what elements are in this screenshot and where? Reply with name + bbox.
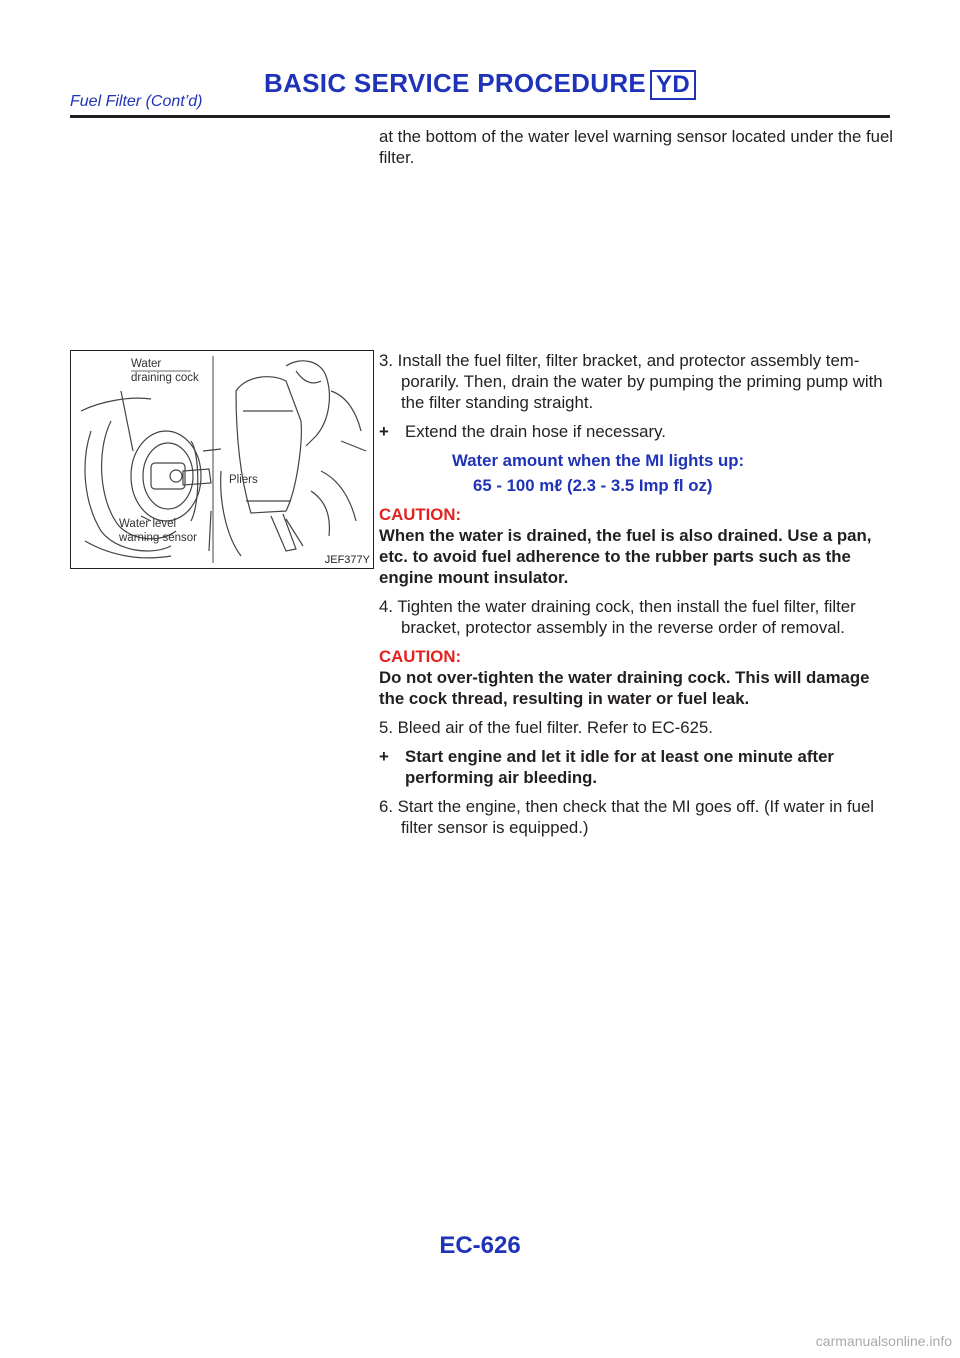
bullet-mark: +: [379, 747, 389, 766]
step-5: 5. Bleed air of the fuel filter. Refer to EC-625.: [379, 718, 713, 737]
caution-label-2: CAUTION:: [379, 647, 462, 666]
procedure-steps: [379, 350, 893, 846]
step-4: 4. Tighten the water draining cock, then install the fuel filter, filter bracket, protector assembly in the reverse order of removal.: [379, 597, 856, 637]
section-title: BASIC SERVICE PROCEDURE: [264, 68, 647, 98]
step-6: 6. Start the engine, then check that the MI goes off. (If water in fuel filter sensor is equipped.): [379, 797, 875, 837]
pliers-label: Pliers: [229, 474, 258, 486]
intro-text: [379, 126, 893, 176]
fuel-filter-illustration: [70, 350, 374, 569]
caution-text-1: When the water is drained, the fuel is also drained. Use a pan, etc. to avoid fuel adherence to the rubber parts such as the engine mount insulator.: [379, 526, 872, 587]
spec-label: Water amount when the MI lights up:: [452, 451, 745, 470]
engine-badge: YD: [650, 70, 696, 100]
header-divider: [70, 115, 890, 118]
caution-label-1: CAUTION:: [379, 505, 462, 524]
intro-paragraph: at the bottom of the water level warning sensor located under the fuel filter.: [379, 127, 893, 167]
page-subtitle: Fuel Filter (Cont’d): [70, 93, 203, 110]
step-3: 3. Install the fuel filter, filter bracket, and protector assembly tem-porarily. Then, drain the water by pumping the priming pump with the filter standing straight.: [379, 351, 883, 412]
figure-code: JEF377Y: [324, 554, 370, 566]
page-number: EC-626: [439, 1232, 521, 1259]
bullet-mark: +: [379, 422, 389, 441]
fuel-filter-drawing: [71, 351, 373, 568]
water-level-sensor-label: Water level warning sensor: [119, 518, 197, 544]
bullet-start-engine: + Start engine and let it idle for at least one minute after performing air bleeding.: [379, 747, 834, 787]
watermark: carmanualsonline.info: [815, 1333, 952, 1349]
caution-text-2: Do not over-tighten the water draining cock. This will damage the cock thread, resulting in water or fuel leak.: [379, 668, 870, 708]
bullet-extend-hose: + Extend the drain hose if necessary.: [379, 422, 666, 441]
spec-value: 65 - 100 mℓ (2.3 - 3.5 Imp fl oz): [473, 476, 713, 495]
water-draining-cock-label: Water draining cock: [131, 358, 199, 384]
